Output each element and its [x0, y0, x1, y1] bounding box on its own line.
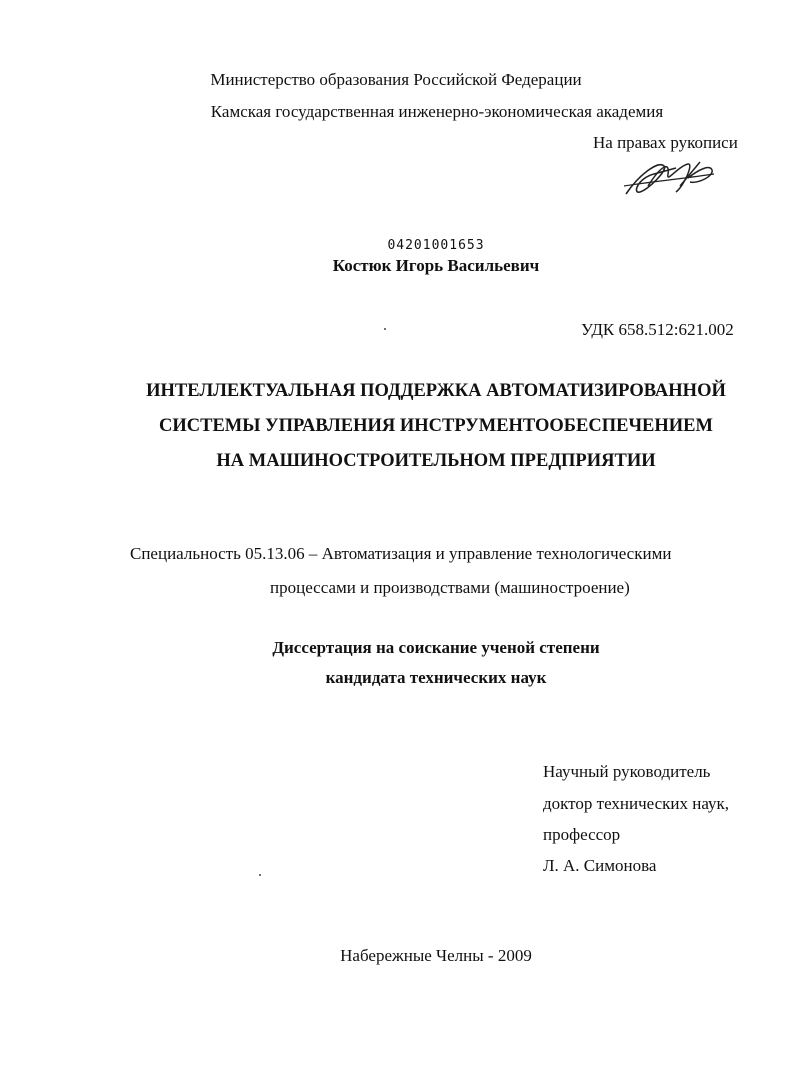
scan-speck [384, 328, 386, 330]
specialty-line-2: процессами и производствами (машиностроение) [270, 578, 630, 597]
dissertation-line-1: Диссертация на соискание ученой степени [272, 638, 600, 657]
place-year: Набережные Челны - 2009 [340, 946, 532, 965]
supervisor-role: Научный руководитель [543, 762, 711, 781]
catalog-number: 04201001653 [387, 238, 485, 253]
scan-speck [259, 874, 261, 876]
supervisor-title: профессор [543, 825, 621, 844]
title-line-2: СИСТЕМЫ УПРАВЛЕНИЯ ИНСТРУМЕНТООБЕСПЕЧЕНИЕМ [159, 416, 713, 436]
author-name: Костюк Игорь Васильевич [332, 256, 540, 275]
supervisor-name: Л. А. Симонова [543, 856, 657, 875]
udc-code: УДК 658.512:621.002 [581, 320, 734, 339]
signature-icon [618, 156, 718, 200]
dissertation-line-2: кандидата технических наук [325, 668, 547, 687]
title-line-1: ИНТЕЛЛЕКТУАЛЬНАЯ ПОДДЕРЖКА АВТОМАТИЗИРОВАННОЙ [146, 381, 726, 401]
specialty-line-1: Специальность 05.13.06 – Автоматизация и управление технологическими [130, 544, 672, 563]
ministry-line: Министерство образования Российской Федерации [210, 70, 582, 89]
academy-line: Камская государственная инженерно-экономическая академия [210, 102, 664, 121]
title-line-3: НА МАШИНОСТРОИТЕЛЬНОМ ПРЕДПРИЯТИИ [216, 451, 656, 471]
supervisor-degree: доктор технических наук, [543, 794, 730, 813]
manuscript-rights-label: На правах рукописи [593, 133, 738, 152]
